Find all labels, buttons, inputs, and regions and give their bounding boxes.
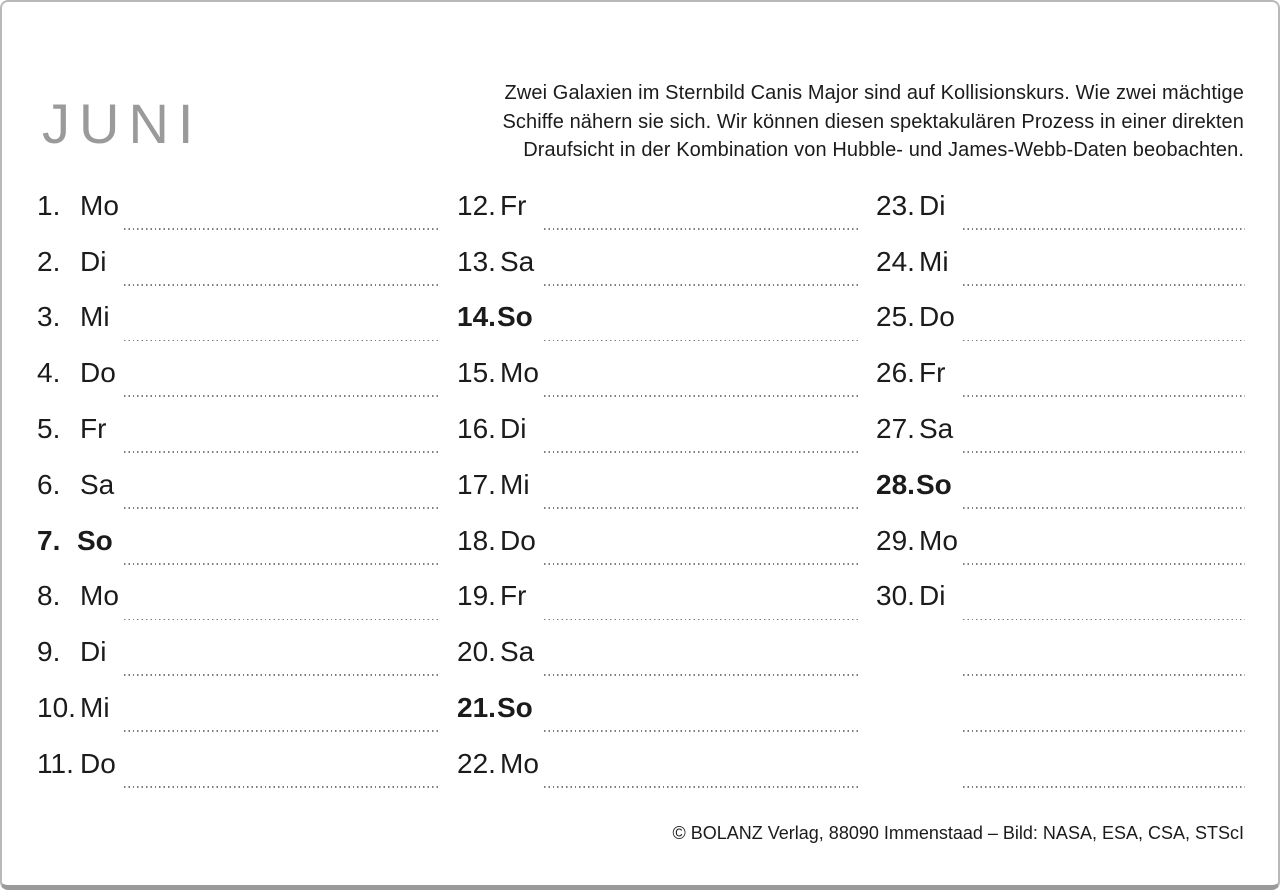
day-column-1	[37, 174, 439, 788]
imprint: © BOLANZ Verlag, 88090 Immenstaad – Bild: NASA, ESA, CSA, STScI	[672, 823, 1244, 843]
day-row-10-mi	[37, 676, 439, 732]
day-abbreviation: Do	[500, 524, 536, 556]
day-row-17-mi	[457, 453, 858, 509]
empty-note-row	[876, 732, 1245, 788]
month-title: JUNI	[42, 92, 203, 155]
day-abbreviation: Do	[80, 747, 116, 779]
day-abbreviation: Di	[80, 636, 107, 668]
day-number: 22.	[457, 747, 496, 779]
day-abbreviation: Mi	[80, 691, 110, 723]
day-number: 4.	[37, 357, 61, 389]
day-row-25-do	[876, 286, 1245, 342]
day-row-30-di	[876, 565, 1245, 621]
day-row-1-mo	[37, 174, 439, 230]
day-abbreviation: Fr	[500, 189, 527, 221]
day-number: 23.	[876, 189, 915, 221]
day-abbreviation: Sa	[80, 468, 115, 500]
day-number: 30.	[876, 580, 915, 612]
day-number: 15.	[457, 357, 496, 389]
intro-line-3: Draufsicht in der Kombination von Hubble- und James-Webb-Daten beobachten.	[523, 139, 1244, 161]
day-number: 28.	[876, 468, 915, 500]
day-number: 8.	[37, 580, 61, 612]
day-abbreviation: Mo	[80, 189, 119, 221]
day-number: 17.	[457, 468, 496, 500]
day-row-3-mi	[37, 286, 439, 342]
day-abbreviation: Di	[500, 412, 527, 444]
day-row-20-sa	[457, 620, 858, 676]
day-abbreviation: Fr	[500, 580, 527, 612]
day-abbreviation: Fr	[80, 412, 107, 444]
day-row-21-so	[457, 676, 858, 732]
day-number: 18.	[457, 524, 496, 556]
day-number: 20.	[457, 636, 496, 668]
day-abbreviation: Mo	[919, 524, 958, 556]
day-abbreviation: Mo	[80, 580, 119, 612]
day-row-15-mo	[457, 341, 858, 397]
day-row-14-so	[457, 286, 858, 342]
day-abbreviation: Sa	[500, 636, 535, 668]
day-number: 16.	[457, 412, 496, 444]
day-row-23-di	[876, 174, 1245, 230]
day-row-13-sa	[457, 230, 858, 286]
day-number: 13.	[457, 245, 496, 277]
day-row-2-di	[37, 230, 439, 286]
note-dotted-line	[124, 786, 439, 788]
day-abbreviation: So	[77, 524, 113, 556]
day-number: 6.	[37, 468, 61, 500]
day-number: 1.	[37, 189, 61, 221]
day-row-8-mo	[37, 565, 439, 621]
day-number: 26.	[876, 357, 915, 389]
day-number: 7.	[37, 524, 61, 556]
day-row-11-do	[37, 732, 439, 788]
day-row-27-sa	[876, 397, 1245, 453]
day-abbreviation: Di	[80, 245, 107, 277]
day-row-24-mi	[876, 230, 1245, 286]
day-abbreviation: Sa	[919, 412, 954, 444]
day-number: 21.	[457, 691, 496, 723]
day-column-3	[876, 174, 1245, 788]
empty-note-row	[876, 620, 1245, 676]
empty-note-row	[876, 676, 1245, 732]
day-abbreviation: Mo	[500, 357, 539, 389]
intro-line-1: Zwei Galaxien im Sternbild Canis Major sind auf Kollisionskurs. Wie zwei mächtige	[504, 82, 1244, 104]
day-number: 25.	[876, 301, 915, 333]
day-abbreviation: So	[497, 691, 533, 723]
day-abbreviation: So	[497, 301, 533, 333]
day-row-16-di	[457, 397, 858, 453]
day-row-9-di	[37, 620, 439, 676]
day-number: 2.	[37, 245, 61, 277]
day-number: 5.	[37, 412, 61, 444]
day-abbreviation: Sa	[500, 245, 535, 277]
day-abbreviation: Fr	[919, 357, 946, 389]
note-dotted-line	[963, 786, 1245, 788]
day-number: 27.	[876, 412, 915, 444]
day-row-6-sa	[37, 453, 439, 509]
day-abbreviation: Mi	[919, 245, 949, 277]
day-row-22-mo	[457, 732, 858, 788]
day-row-12-fr	[457, 174, 858, 230]
day-number: 10.	[37, 691, 76, 723]
day-number: 14.	[457, 301, 496, 333]
day-number: 9.	[37, 636, 61, 668]
day-abbreviation: Mi	[500, 468, 530, 500]
day-row-26-fr	[876, 341, 1245, 397]
day-abbreviation: Do	[80, 357, 116, 389]
day-row-7-so	[37, 509, 439, 565]
day-row-28-so	[876, 453, 1245, 509]
day-number: 3.	[37, 301, 61, 333]
day-number: 11.	[37, 747, 74, 779]
day-number: 19.	[457, 580, 496, 612]
day-abbreviation: Di	[919, 580, 946, 612]
intro-line-2: Schiffe nähern sie sich. Wir können diesen spektakulären Prozess in einer direkten	[502, 110, 1244, 133]
day-number: 12.	[457, 189, 496, 221]
intro-text	[502, 79, 1244, 165]
day-row-5-fr	[37, 397, 439, 453]
day-abbreviation: So	[916, 468, 952, 500]
day-number: 29.	[876, 524, 915, 556]
day-column-2	[457, 174, 858, 788]
day-row-29-mo	[876, 509, 1245, 565]
day-row-19-fr	[457, 565, 858, 621]
day-abbreviation: Mo	[500, 747, 539, 779]
day-abbreviation: Mi	[80, 301, 110, 333]
day-abbreviation: Di	[919, 189, 946, 221]
day-number: 24.	[876, 245, 915, 277]
day-abbreviation: Do	[919, 301, 955, 333]
day-row-4-do	[37, 341, 439, 397]
day-row-18-do	[457, 509, 858, 565]
note-dotted-line	[544, 786, 858, 788]
